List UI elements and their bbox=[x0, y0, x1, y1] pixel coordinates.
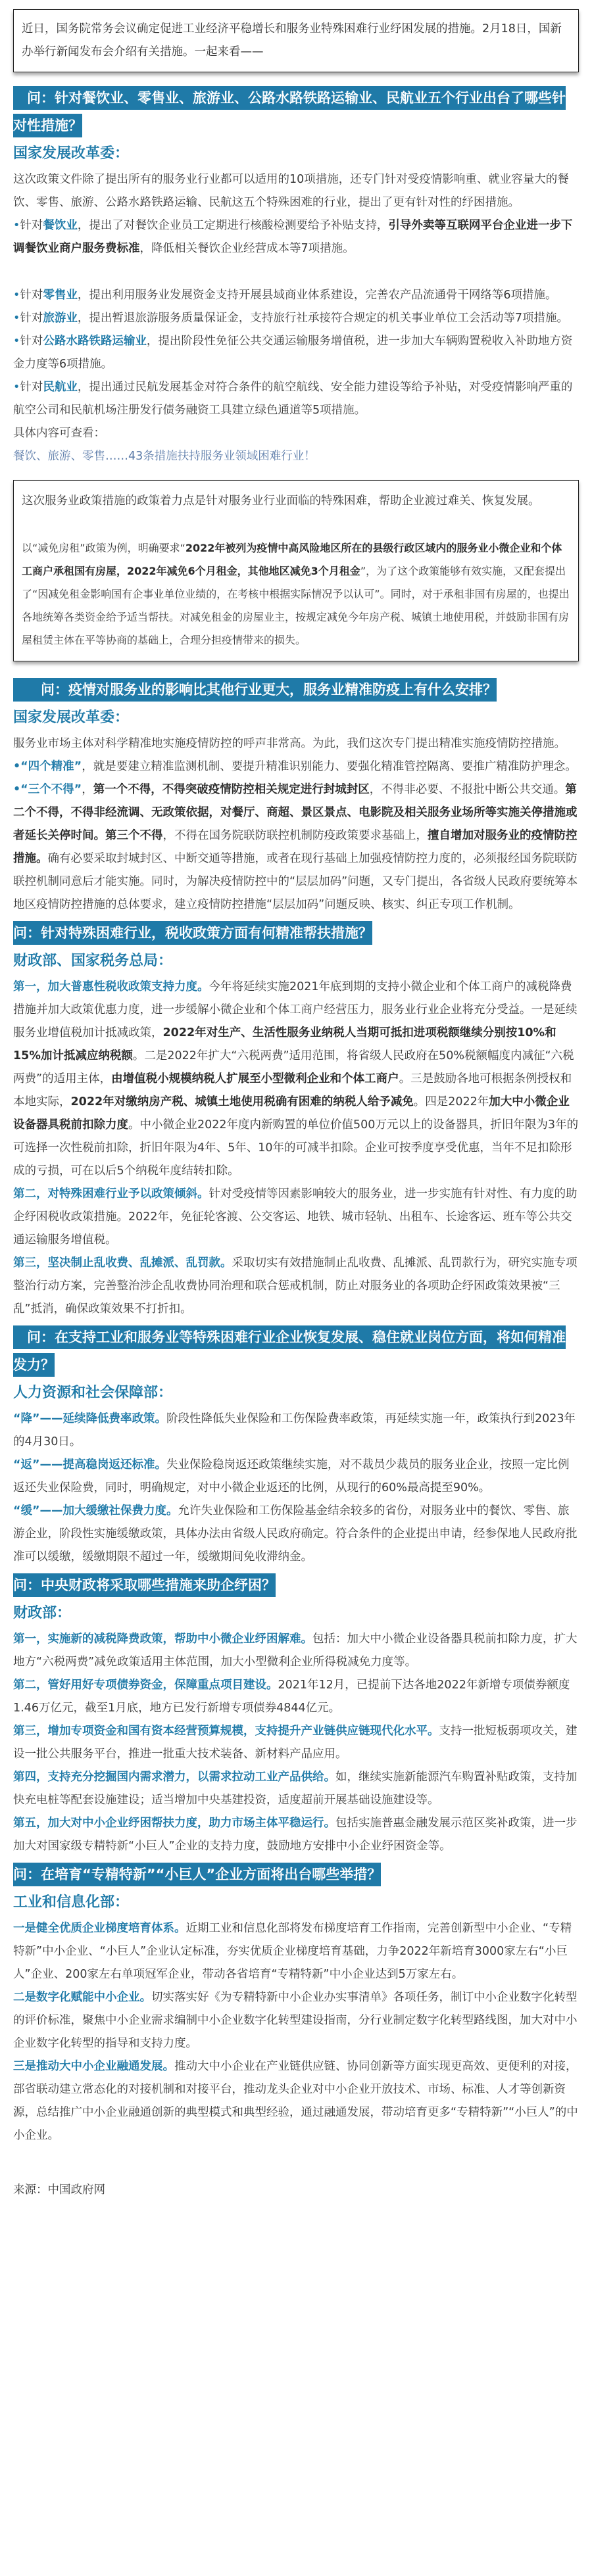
text-run: ，提出通过民航发展基金对符合条件的航空航线、安全能力建设等给予补贴，对受疫情影响严重的航空公司和民航机场注册发行债务融资工具建立绿色通道等5项措施。 bbox=[13, 381, 573, 417]
paragraph bbox=[22, 490, 570, 513]
department-label: 人力资源和社会保障部： bbox=[13, 1385, 173, 1401]
question-heading bbox=[13, 1861, 579, 1888]
department-label: 财政部： bbox=[13, 1605, 72, 1621]
qa-section bbox=[13, 1571, 579, 1858]
paragraph bbox=[13, 1812, 579, 1858]
text-run: 针对 bbox=[20, 219, 43, 232]
bullet-icon: • bbox=[13, 381, 20, 394]
text-run: 包括实施普惠金融发展示范区奖补政策，进一步加大对国家级专精特新“小巨人”企业的支持力度，鼓励地方安排中小企业纾困资金等。 bbox=[13, 1817, 578, 1853]
keyword-highlight: 第二，对特殊困难行业予以政策倾斜。 bbox=[13, 1187, 209, 1201]
paragraph bbox=[13, 1917, 579, 1986]
emphasis-text: 2022年被列为疫情中高风险地区所在的县级行政区域内的服务业小微企业和个体工商户承租国有房屋，2022年减免6个月租金，其他地区减免3个月租金 bbox=[22, 542, 562, 577]
department-label: 工业和信息化部： bbox=[13, 1894, 130, 1911]
text-run: ，不得在国务院联防联控机制防疫政策要求基础上， bbox=[162, 829, 428, 842]
text-run: ，提出利用服务业发展资金支持开展县域商业体系建设，完善农产品流通骨干网络等6项措施。 bbox=[77, 289, 557, 302]
bullet-icon: • bbox=[13, 335, 20, 348]
text-run: ，提出了对餐饮企业员工定期进行核酸检测要给予补贴支持， bbox=[77, 219, 389, 232]
text-run: 。中小微企业2022年度内新购置的单位价值500万元以上的设备器具，折旧年限为3年的可选择一次性税前扣除，折旧年限为4年、5年、10年的可减半扣除。企业可按季度享受优惠，当年不足扣除形成的亏损，可在以后5个纳税年度结转扣除。 bbox=[13, 1118, 579, 1178]
emphasis-text: 第一个不得，不得突破疫情防控相关规定进行封城封区 bbox=[93, 783, 370, 796]
keyword-highlight: 第一，加大普惠性税收政策支持力度。 bbox=[13, 980, 209, 993]
qa-section bbox=[13, 84, 579, 661]
keyword-highlight: 餐饮业 bbox=[43, 219, 78, 232]
text-run: 针对 bbox=[20, 335, 43, 348]
text-run: 阶段性降低失业保险和工伤保险费率政策，再延续实施一年，政策执行到2023年的4月30日。 bbox=[13, 1412, 576, 1448]
explanation-box bbox=[13, 480, 579, 661]
keyword-highlight: 第三，增加专项资金和国有资本经营预算规模，支持提升产业链供应链现代化水平。 bbox=[13, 1725, 439, 1738]
emphasis-text: 2022年对生产、生活性服务业纳税人当期可抵扣进项税额继续分别按10%和15%加计抵减应纳税额 bbox=[13, 1026, 556, 1062]
text-run: 支持一批短板弱项攻关，建设一批公共服务平台，推进一批重大技术装备、新材料产品应用。 bbox=[13, 1725, 578, 1761]
question-heading bbox=[13, 919, 579, 947]
text-run: 切实落实好《为专精特新中小企业办实事清单》各项任务，制订中小企业数字化转型的评价标准，聚焦中小企业需求编制中小企业数字化转型建设指南，分行业制定数字化转型路线图，加大对中小企业数字化转型的指导和支持力度。 bbox=[13, 1991, 578, 2050]
answer-body bbox=[13, 1628, 579, 1858]
paragraph bbox=[13, 1252, 579, 1321]
qa-section bbox=[13, 1861, 579, 2147]
text-run: 。二是2022年扩大“六税两费”适用范围，将省级人民政府在50%税额幅度内减征“六税两费”的适用主体， bbox=[13, 1049, 574, 1085]
paragraph bbox=[13, 284, 579, 307]
text-run: 如，继续实施新能源汽车购置补贴政策，支持加快充电桩等配套设施建设；适当增加中央基建投资，适度超前开展基础设施建设等。 bbox=[13, 1771, 578, 1807]
qa-section bbox=[13, 676, 579, 917]
department-label: 国家发展改革委： bbox=[13, 145, 130, 162]
emphasis-text: 引导外卖等互联网平台企业进一步下调餐饮业商户服务费标准 bbox=[13, 219, 573, 255]
intro-text: 近日，国务院常务会议确定促进工业经济平稳增长和服务业特殊困难行业纾困发展的措施。2月18日，国新办举行新闻发布会介绍有关措施。一起来看—— bbox=[22, 22, 562, 59]
text-run: ，就是要建立精准监测机制、要提升精准识别能力、要强化精准管控隔离、要推广精准防护理念。 bbox=[82, 760, 577, 773]
paragraph bbox=[22, 537, 570, 652]
qa-sections bbox=[13, 84, 579, 2147]
paragraph bbox=[13, 1500, 579, 1569]
text-run: 今年将延续实施2021年底到期的支持小微企业和个体工商户的减税降费措施并加大政策优惠力度，进一步缓解小微企业和个体工商户经营压力，服务业行业企业将充分受益。一是延续服务业增值税加计抵减政策， bbox=[13, 980, 578, 1039]
paragraph bbox=[13, 2055, 579, 2147]
keyword-highlight: 公路水路铁路运输业 bbox=[43, 335, 147, 348]
question-heading bbox=[13, 1324, 579, 1379]
answer-body bbox=[13, 168, 579, 661]
paragraph bbox=[13, 1628, 579, 1674]
text-run: ，提出阶段性免征公共交通运输服务增值税，进一步加大车辆购置税收入补助地方资金力度等6项措施。 bbox=[13, 335, 573, 371]
paragraph bbox=[13, 1720, 579, 1766]
answer-body bbox=[13, 976, 579, 1321]
question-heading bbox=[13, 676, 579, 704]
text-run: 针对受疫情等因素影响较大的服务业，进一步实施有针对性、有力度的助企纾困税收政策措施。2022年，免征轮客渡、公交客运、地铁、城市轻轨、出租车、长途客运、班车等公共交通运输服务增值税。 bbox=[13, 1187, 578, 1247]
text-run: 推动大中小企业在产业链供应链、协同创新等方面实现更高效、更便利的对接，部省联动建立常态化的对接机制和对接平台，推动龙头企业对中小企业开放技术、市场、标准、人才等创新资源，总结推广中小企业融通创新的典型模式和典型经验，通过融通发展，带动培育更多“专精特新”“小巨人”的中小企业。 bbox=[13, 2060, 578, 2142]
text-run: 以“减免房租”政策为例，明确要求“ bbox=[22, 542, 185, 554]
text-run: 确有必要采取封城封区、中断交通等措施，或者在现行基础上加强疫情防控力度的，必须报经国务院联防联控机制同意后才能实施。同时，为解决疫情防控中的“层层加码”问题，又专门提出，各省级人民政府要统筹本地区疫情防控措施的总体要求，建立疫情防控措施“层层加码”问题反映、核实、纠正专项工作机制。 bbox=[13, 852, 578, 911]
paragraph bbox=[13, 330, 579, 376]
answer-body bbox=[13, 1408, 579, 1569]
emphasis-text: 加大中小微企业设备器具税前扣除力度 bbox=[13, 1095, 570, 1132]
keyword-highlight: 第五，加大对中小企业纾困帮扶力度，助力市场主体平稳运行。 bbox=[13, 1817, 335, 1830]
keyword-highlight: “返”——提高稳岗返还标准。 bbox=[13, 1458, 167, 1471]
source-credit: 来源：中国政府网 bbox=[13, 2183, 105, 2197]
paragraph bbox=[13, 976, 579, 1183]
paragraph bbox=[13, 214, 579, 260]
question-text: 问：在支持工业和服务业等特殊困难行业企业恢复发展、稳住就业岗位方面，将如何精准发力？ bbox=[13, 1325, 566, 1377]
keyword-highlight: 二是数字化赋能中小企业。 bbox=[13, 1991, 151, 2004]
department-label: 财政部、国家税务总局： bbox=[13, 953, 173, 969]
text-run: 近期工业和信息化部将发布梯度培育工作指南，完善创新型中小企业、“专精特新”中小企业、“小巨人”企业认定标准，夯实优质企业梯度培育基础，力争2022年新培育3000家左右“小巨人”企业、200家左右单项冠军企业，带动各省培育“专精特新”中小企业达到5万家左右。 bbox=[13, 1922, 572, 1981]
bullet-icon: • bbox=[13, 312, 20, 325]
text-run: ， bbox=[82, 783, 93, 796]
paragraph bbox=[13, 755, 579, 778]
text-run: 针对 bbox=[20, 289, 43, 302]
paragraph bbox=[13, 1183, 579, 1252]
text-run: 采取切实有效措施制止乱收费、乱摊派、乱罚款行为，研究实施专项整治行动方案，完善整治涉企乱收费协同治理和联合惩戒机制，防止对服务业的各项助企纾困政策效果被“三乱”抵消，确保政策效果不打折扣。 bbox=[13, 1256, 578, 1316]
question-text: 问：中央财政将采取哪些措施来助企纾困？ bbox=[13, 1573, 276, 1597]
keyword-highlight: •“三个不得” bbox=[13, 783, 82, 796]
emphasis-text: 2022年对缴纳房产税、城镇土地使用税确有困难的纳税人给予减免 bbox=[70, 1095, 414, 1109]
answer-body bbox=[13, 732, 579, 917]
emphasis-text: 由增值税小规模纳税人扩展至小型微利企业和个体工商户 bbox=[111, 1072, 399, 1085]
keyword-highlight: 一是健全优质企业梯度培育体系。 bbox=[13, 1922, 186, 1935]
text-run: ，提出暂退旅游服务质量保证金，支持旅行社承接符合规定的机关事业单位工会活动等7项措施。 bbox=[77, 312, 568, 325]
keyword-highlight: 第二，管好用好专项债券资金，保障重点项目建设。 bbox=[13, 1679, 278, 1692]
more-info-label: 具体内容可查看： bbox=[13, 427, 105, 440]
paragraph bbox=[13, 1454, 579, 1500]
question-text: 问：针对特殊困难行业，税收政策方面有何精准帮扶措施？ bbox=[13, 921, 372, 945]
keyword-highlight: 零售业 bbox=[43, 289, 78, 302]
paragraph bbox=[13, 376, 579, 422]
related-article-link[interactable]: 餐饮、旅游、零售……43条措施扶持服务业领域困难行业！ bbox=[13, 450, 316, 463]
paragraph bbox=[13, 1674, 579, 1720]
department-label: 国家发展改革委： bbox=[13, 709, 130, 726]
qa-section bbox=[13, 1324, 579, 1569]
question-heading bbox=[13, 84, 579, 139]
text-run: ，降低相关餐饮企业经营成本等7项措施。 bbox=[139, 242, 355, 255]
text-run: 。四是2022年 bbox=[413, 1095, 489, 1109]
question-text: 问：针对餐饮业、零售业、旅游业、公路水路铁路运输业、民航业五个行业出台了哪些针对性措施？ bbox=[13, 86, 566, 137]
text-run: 服务业市场主体对科学精准地实施疫情防控的呼声非常高。为此，我们这次专门提出精准实施疫情防控措施。 bbox=[13, 737, 566, 750]
emphasis-text: 擅自增加对服务业的疫情防控措施。 bbox=[13, 829, 578, 865]
paragraph bbox=[13, 1986, 579, 2055]
intro-box bbox=[13, 9, 579, 72]
text-run: 这次政策文件除了提出所有的服务业行业都可以适用的10项措施，还专门针对受疫情影响重、就业容量大的餐饮、零售、旅游、公路水路铁路运输、民航这五个特殊困难的行业，提出了更有针对性的纾困措施。 bbox=[13, 173, 569, 209]
keyword-highlight: “降”——延续降低费率政策。 bbox=[13, 1412, 167, 1425]
text-run: ，不得非必要、不报批中断公共交通。 bbox=[369, 783, 566, 796]
keyword-highlight: 旅游业 bbox=[43, 312, 78, 325]
paragraph bbox=[13, 1766, 579, 1812]
paragraph bbox=[13, 168, 579, 214]
question-heading bbox=[13, 1571, 579, 1599]
question-text: 问：疫情对服务业的影响比其他行业更大，服务业精准防疫上有什么安排？ bbox=[13, 678, 497, 702]
paragraph bbox=[13, 778, 579, 917]
keyword-highlight: 第四，支持充分挖掘国内需求潜力，以需求拉动工业产品供给。 bbox=[13, 1771, 335, 1784]
text-run: 针对 bbox=[20, 381, 43, 394]
keyword-highlight: 第一，实施新的减税降费政策，帮助中小微企业纾困解难。 bbox=[13, 1633, 312, 1646]
paragraph bbox=[13, 307, 579, 330]
text-run: 包括：加大中小微企业设备器具税前扣除力度，扩大地方“六税两费”减免政策适用主体范围，加大小型微利企业所得税减免力度等。 bbox=[13, 1633, 578, 1669]
paragraph bbox=[13, 1408, 579, 1454]
text-run: 失业保险稳岗返还政策继续实施，对不裁员少裁员的服务业企业，按照一定比例返还失业保险费，同时，明确规定，对中小微企业返还的比例，从现行的60%最高提至90%。 bbox=[13, 1458, 570, 1494]
bullet-icon: • bbox=[13, 219, 20, 232]
bullet-icon: • bbox=[13, 289, 20, 302]
text-run: 针对 bbox=[20, 312, 43, 325]
text-run: 允许失业保险和工伤保险基金结余较多的省份，对服务业中的餐饮、零售、旅游企业，阶段性实施缓缴政策，具体办法由省级人民政府确定。符合条件的企业提出申请，经参保地人民政府批准可以缓缴，缓缴期限不超过一年，缓缴期间免收滞纳金。 bbox=[13, 1504, 578, 1563]
text-run: 。三是鼓励各地可根据条例授权和本地实际， bbox=[13, 1072, 572, 1109]
question-text: 问：在培育“专精特新”“小巨人”企业方面将出台哪些举措？ bbox=[13, 1863, 381, 1886]
keyword-highlight: “缓”——加大缓缴社保费力度。 bbox=[13, 1504, 178, 1517]
text-run: ”，为了这个政策能够有效实施，又配套提出了“因减免租金影响国有企事业单位业绩的，在考核中根据实际情况予以认可”。同时，对于承租非国有房屋的，也提出各地统筹各类资金给予适当帮扶。对减免租金的房屋业主，按规定减免今年房产税、城镇土地使用税，并鼓励非国有房屋租赁主体在平等协商的基础上，合理分担疫情带来的损失。 bbox=[22, 565, 570, 646]
paragraph bbox=[13, 732, 579, 755]
keyword-highlight: 三是推动大中小企业融通发展。 bbox=[13, 2060, 174, 2073]
keyword-highlight: 第三，坚决制止乱收费、乱摊派、乱罚款。 bbox=[13, 1256, 232, 1270]
text-run: 2021年12月，已提前下达各地2022年新增专项债券额度1.46万亿元，截至1月底，地方已发行新增专项债券4844亿元。 bbox=[13, 1679, 570, 1715]
keyword-highlight: 民航业 bbox=[43, 381, 78, 394]
qa-section bbox=[13, 919, 579, 1321]
text-run: 这次服务业政策措施的政策着力点是针对服务业行业面临的特殊困难，帮助企业渡过难关、恢复发展。 bbox=[22, 494, 540, 508]
emphasis-text: 第二个不得，不得非经流调、无政策依据，对餐厅、商超、景区景点、电影院及相关服务业场所等实施关停措施或者延长关停时间。第三个不得 bbox=[13, 783, 578, 842]
answer-body bbox=[13, 1917, 579, 2147]
keyword-highlight: •“四个精准” bbox=[13, 760, 82, 773]
